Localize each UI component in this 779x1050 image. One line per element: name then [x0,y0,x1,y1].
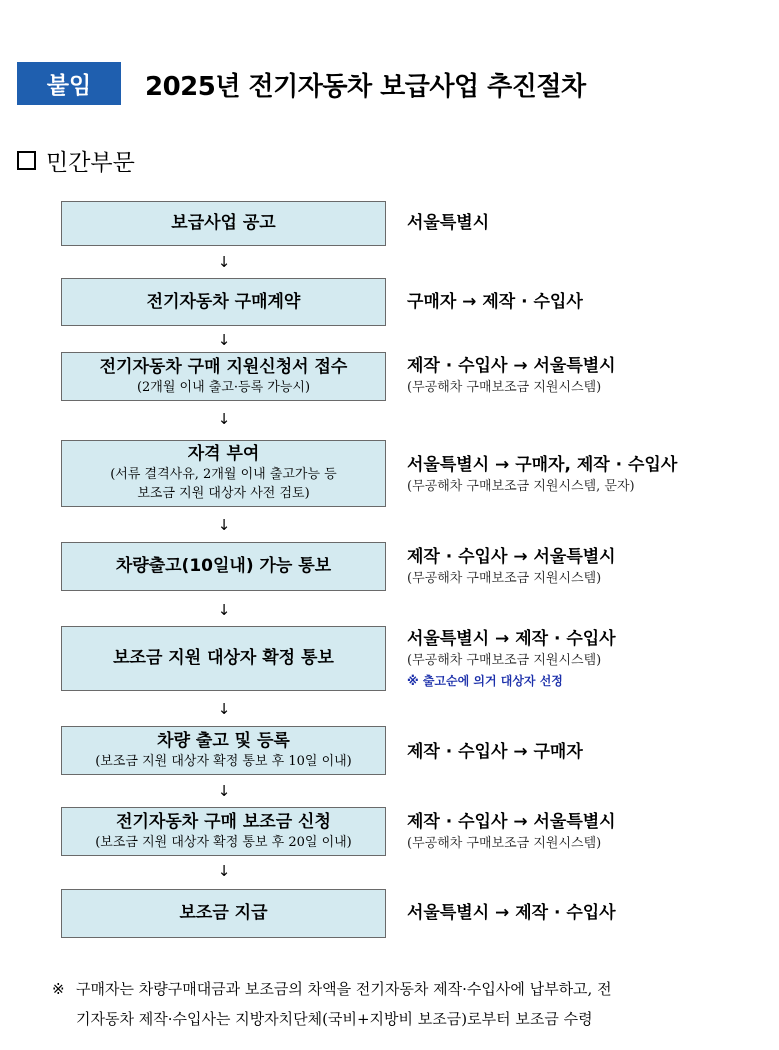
flow-step-announcement [61,201,386,246]
down-arrow-icon: ↓ [217,782,231,800]
step-name: 보급사업 공고 [171,213,276,233]
down-arrow-icon: ↓ [217,516,231,534]
step-system: (무공해차 구매보조금 지원시스템) [407,653,602,668]
flow-step-subsidy-claim [61,807,386,856]
flow-step-payment [61,889,386,938]
step-actor: 제작 · 수입사 → 서울특별시 [407,547,616,567]
step-system: (무공해차 구매보조금 지원시스템, 문자) [407,479,635,494]
step-name: 자격 부여 [187,444,260,464]
step-actor: 제작 · 수입사 → 서울특별시 [407,812,616,832]
step-actor-delivery-notice [407,545,616,589]
footnote-line-2: 기자동차 제작·수입사는 지방자치단체(국비+지방비 보조금)로부터 보조금 수령 [76,1010,593,1028]
flow-step-purchase-contract [61,278,386,326]
step-actor-application [407,354,616,398]
step-actor-payment [407,901,616,925]
step-actor-purchase-contract [407,290,583,314]
section-label: 민간부문 [46,150,135,176]
step-condition: (보조금 지원 대상자 확정 통보 후 20일 이내) [95,834,352,850]
section-heading [17,144,135,177]
step-actor: 서울특별시 → 제작 · 수입사 [407,629,616,649]
flow-step-qualification [61,440,386,507]
down-arrow-icon: ↓ [217,410,231,428]
flow-step-confirmation [61,626,386,691]
step-name: 전기자동차 구매 보조금 신청 [116,811,331,832]
step-name: 보조금 지원 대상자 확정 통보 [113,648,334,668]
step-actor-subsidy-claim [407,810,616,854]
step-actor-vehicle-registration [407,740,583,764]
step-actor-confirmation [407,627,616,691]
checkbox-icon [17,151,36,170]
down-arrow-icon: ↓ [217,862,231,880]
down-arrow-icon: ↓ [217,601,231,619]
step-actor: 제작 · 수입사 → 구매자 [407,742,583,762]
page-title: 2025년 전기자동차 보급사업 추진절차 [145,72,586,102]
step-condition: (서류 결격사유, 2개월 이내 출고가능 등 [110,467,337,482]
step-system: (무공해차 구매보조금 지원시스템) [407,571,602,586]
attachment-badge: 붙임 [17,62,121,105]
flow-step-delivery-notice [61,542,386,591]
step-name: 전기자동차 구매계약 [146,291,301,312]
selection-note: ※ 출고순에 의거 대상자 선정 [407,674,563,688]
step-condition: (보조금 지원 대상자 확정 통보 후 10일 이내) [95,753,352,769]
step-name: 보조금 지급 [179,903,268,923]
footnote [52,974,764,1034]
down-arrow-icon: ↓ [217,700,231,718]
step-system: (무공해차 구매보조금 지원시스템) [407,836,602,851]
down-arrow-icon: ↓ [217,331,231,349]
flow-step-vehicle-registration [61,726,386,775]
step-name: 차량 출고 및 등록 [157,730,290,751]
step-actor: 서울특별시 → 제작 · 수입사 [407,903,616,923]
step-actor: 제작 · 수입사 → 서울특별시 [407,356,616,376]
reference-mark: ※ [52,980,65,998]
step-actor: 구매자 → 제작 · 수입사 [407,292,583,312]
down-arrow-icon: ↓ [217,253,231,271]
step-actor-qualification [407,453,677,497]
step-name: 차량출고(10일내) 가능 통보 [115,556,332,576]
flow-step-application [61,352,386,401]
step-actor: 서울특별시 [407,213,490,233]
step-condition-cont: 보조금 지원 대상자 사전 검토) [137,486,310,501]
step-name: 전기자동차 구매 지원신청서 접수 [99,356,348,377]
step-actor: 서울특별시 → 구매자, 제작 · 수입사 [407,455,678,475]
step-condition: (2개월 이내 출고·등록 가능시) [136,379,311,395]
footnote-line-1: 구매자는 차량구매대금과 보조금의 차액을 전기자동차 제작·수입사에 납부하고, 전 [76,980,612,998]
step-system: (무공해차 구매보조금 지원시스템) [407,380,602,395]
step-actor-announcement [407,211,489,235]
